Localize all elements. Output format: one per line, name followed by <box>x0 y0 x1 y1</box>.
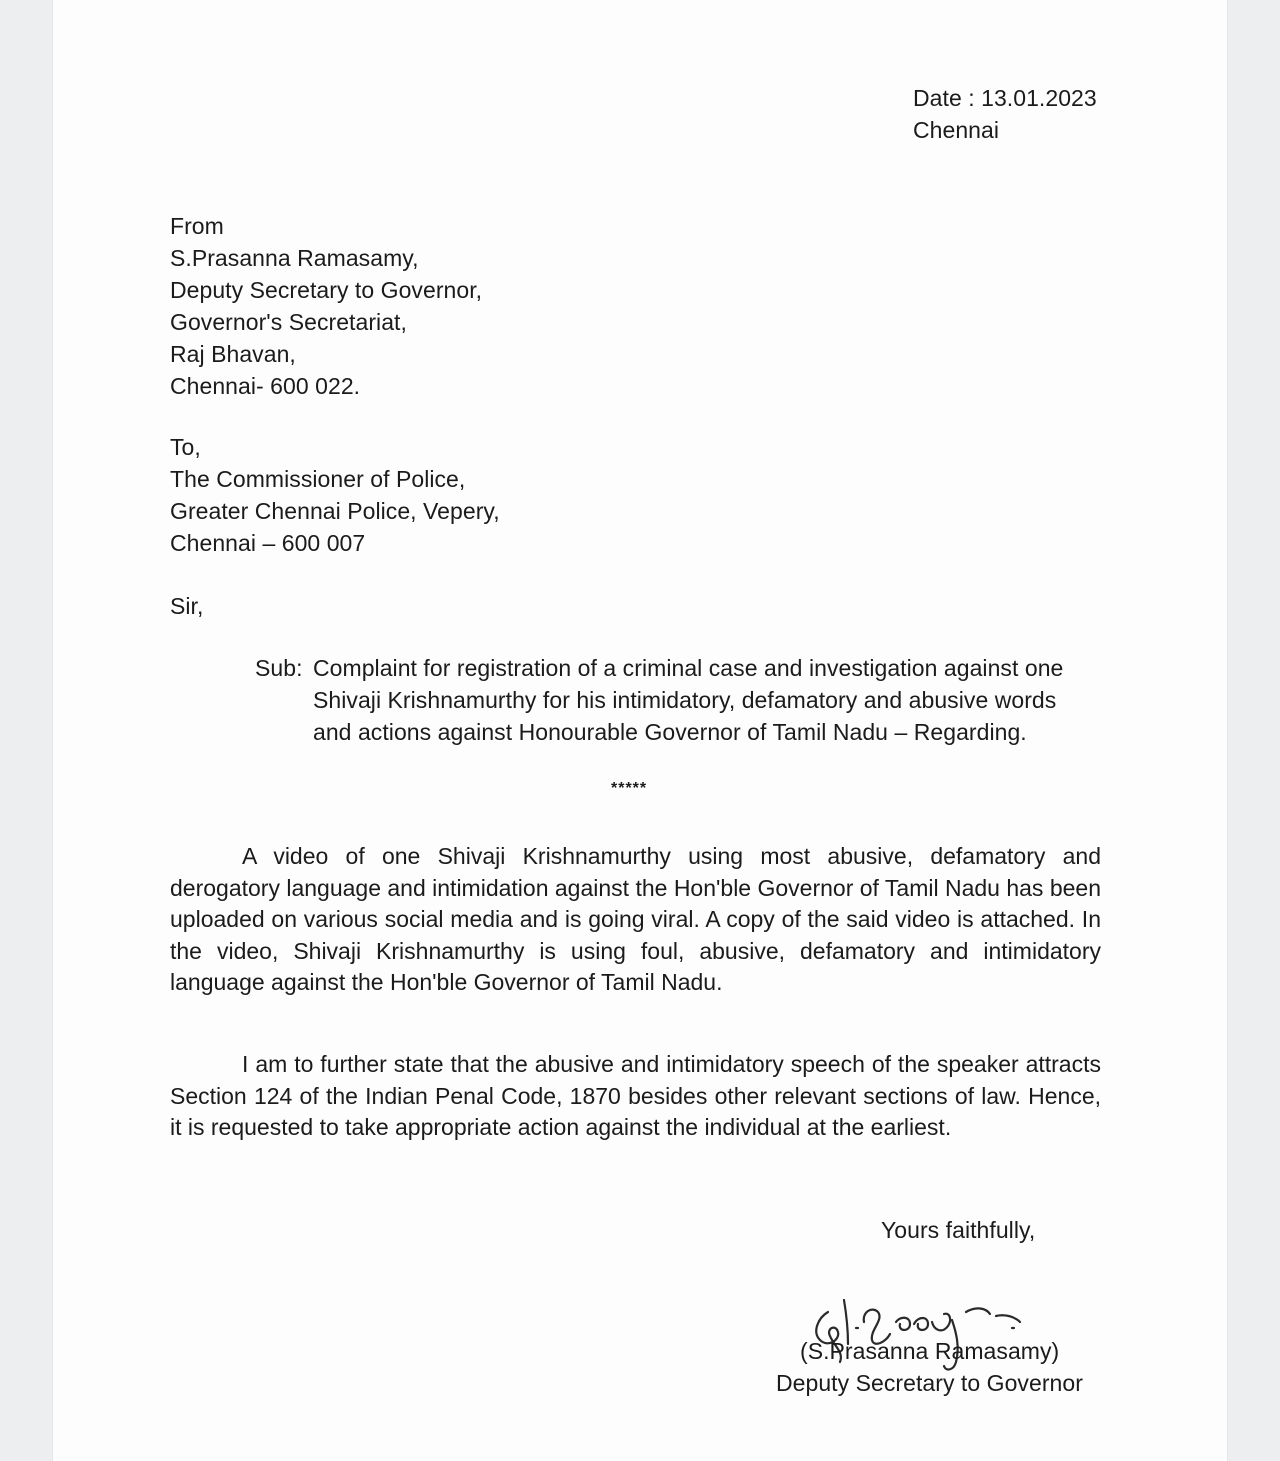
signatory-name: (S.Prasanna Ramasamy) <box>800 1338 1060 1364</box>
valediction: Yours faithfully, <box>881 1217 1036 1243</box>
date-line: Date : 13.01.2023 <box>913 85 1097 111</box>
sender-name: S.Prasanna Ramasamy, <box>170 245 419 271</box>
to-label: To, <box>170 434 201 460</box>
body-paragraph-1: A video of one Shivaji Krishnamurthy using most abusive, defamatory and derogatory language and intimidation against the Hon'ble Governor of Tamil Nadu has been uploaded on various social media and is going viral. A copy of the said video is attached. In the video, Shivaji Krishnamurthy is using foul, abusive, defamatory and intimidatory language against the Hon'ble Governor of Tamil Nadu. <box>170 843 1101 995</box>
from-address-block <box>170 210 482 402</box>
recipient-office: Greater Chennai Police, Vepery, <box>170 498 500 524</box>
subject-line: Complaint for registration of a criminal case and investigation against one <box>313 655 1064 681</box>
recipient-city: Chennai – 600 007 <box>170 530 366 556</box>
sender-office: Governor's Secretariat, <box>170 309 407 335</box>
place-line: Chennai <box>913 117 1000 143</box>
recipient-title: The Commissioner of Police, <box>170 466 466 492</box>
subject-line: and actions against Honourable Governor of Tamil Nadu – Regarding. <box>313 719 1027 745</box>
separator-stars: ***** <box>611 780 648 797</box>
to-address-block <box>170 431 500 559</box>
sender-designation: Deputy Secretary to Governor, <box>170 277 483 303</box>
signatory-title: Deputy Secretary to Governor <box>776 1370 1083 1396</box>
body-paragraph-2: I am to further state that the abusive and intimidatory speech of the speaker attracts Section 124 of the Indian Penal Code, 1870 besides other relevant sections of law. Hence, it is requested to take appropriate action against the individual at the earliest. <box>170 1051 1101 1140</box>
from-label: From <box>170 213 224 239</box>
subject-line: Shivaji Krishnamurthy for his intimidatory, defamatory and abusive words <box>313 687 1057 713</box>
sender-building: Raj Bhavan, <box>170 341 296 367</box>
sender-city: Chennai- 600 022. <box>170 373 361 399</box>
subject-label: Sub: <box>255 655 303 681</box>
subject-text <box>313 652 1113 748</box>
salutation: Sir, <box>170 593 204 619</box>
